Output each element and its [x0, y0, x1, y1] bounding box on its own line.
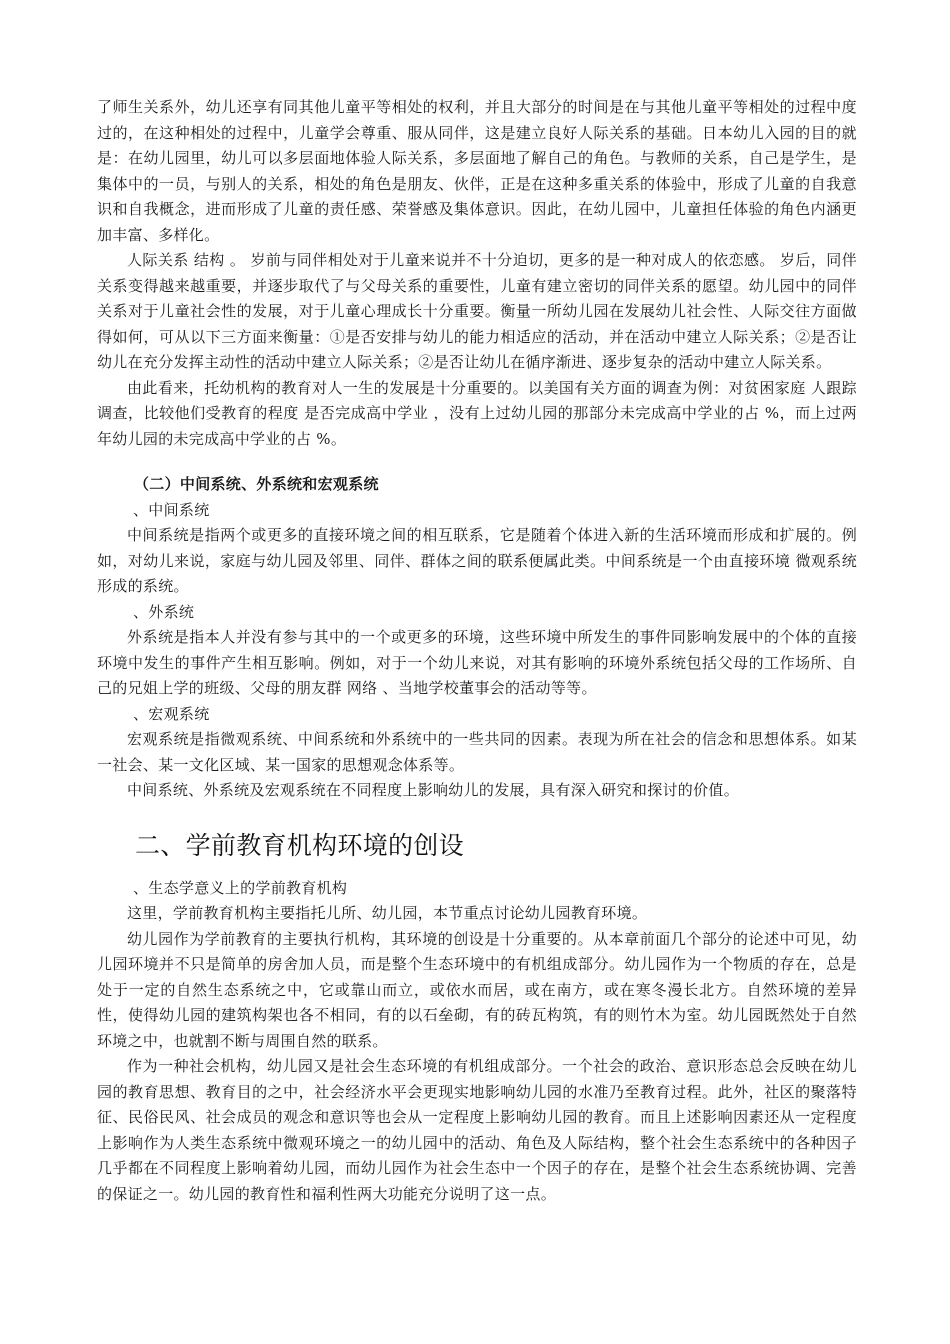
paragraph-peer-relations-intro: 了师生关系外，幼儿还享有同其他儿童平等相处的权利，并且大部分的时间是在与其他儿童平等相处的过程中度过的，在这种相处的过程中，儿童学会尊重、服从同伴，这是建立良好人际关系的基础。日本幼儿入园的目的就是：在幼儿园里，幼儿可以多层面地体验人际关系，多层面地了解自己的角色。与教师的关系，自己是学生，是集体中的一员，与别人的关系，相处的角色是朋友、伙伴，正是在这种多重关系的体验中，形成了儿童的自我意识和自我概念，进而形成了儿童的责任感、荣誉感及集体意识。因此，在幼儿园中，儿童担任体验的角色内涵更加丰富、多样化。 — [97, 98, 857, 244]
paragraph-exosystem: 外系统是指本人并没有参与其中的一个或更多的环境，这些环境中所发生的事件同影响发展中的个体的直接环境中发生的事件产生相互影响。例如，对于一个幼儿来说，对其有影响的环境外系统包括父母的工作场所、自己的兄姐上学的班级、父母的朋友群 网络 、当地学校董事会的活动等等。 — [97, 628, 857, 697]
subheading-exosystem: 、外系统 — [133, 602, 195, 621]
paragraph-institution-definition: 这里，学前教育机构主要指托儿所、幼儿园，本节重点讨论幼儿园教育环境。 — [127, 904, 648, 922]
chapter-heading-environment-creation: 二、学前教育机构环境的创设 — [135, 830, 464, 860]
paragraph-systems-summary: 中间系统、外系统及宏观系统在不同程度上影响幼儿的发展，具有深入研究和探讨的价值。 — [127, 781, 740, 799]
paragraph-interpersonal-structure: 人际关系 结构 。 岁前与同伴相处对于儿童来说并不十分迫切，更多的是一种对成人的依恋感。 岁后，同伴关系变得越来越重要，并逐步取代了与父母关系的重要性，儿童有建立密切的同伴关系的愿望。幼儿园中的同伴关系对于儿童社会性的发展，对于儿童心理成长十分重要。衡量一所幼儿园在发展幼儿社会性、人际交往方面做得如何，可从以下三方面来衡量：①是否安排与幼儿的能力相适应的活动，并在活动中建立人际关系；②是否让幼儿在充分发挥主动性的活动中建立人际关系；②是否让幼儿在循序渐进、逐步复杂的活动中建立人际关系。 — [97, 251, 857, 371]
document-page — [97, 95, 857, 1207]
paragraph-us-survey: 由此看来，托幼机构的教育对人一生的发展是十分重要的。以美国有关方面的调查为例：对贫困家庭 人跟踪调查，比较他们受教育的程度 是否完成高中学业 ，没有上过幼儿园的那部分未完成高中学业的占 %，而上过两年幼儿园的未完成高中学业的占 %。 — [97, 378, 857, 448]
paragraph-mesosystem: 中间系统是指两个或更多的直接环境之间的相互联系，它是随着个体进入新的生活环境而形成和扩展的。例如，对幼儿来说，家庭与幼儿园及邻里、同伴、群体之间的联系便属此类。中间系统是一个由直接环境 微观系统 形成的系统。 — [97, 526, 857, 595]
paragraph-macrosystem: 宏观系统是指微观系统、中间系统和外系统中的一些共同的因素。表现为所在社会的信念和思想体系。如某一社会、某一文化区域、某一国家的思想观念体系等。 — [97, 730, 857, 774]
subheading-ecological-institution: 、生态学意义上的学前教育机构 — [133, 878, 348, 897]
paragraph-natural-environment: 幼儿园作为学前教育的主要执行机构，其环境的创设是十分重要的。从本章前面几个部分的论述中可见，幼儿园环境并不只是简单的房舍加人员，而是整个生态环境中的有机组成部分。幼儿园作为一个物质的存在，总是处于一定的自然生态系统之中，它或靠山而立，或依水而居，或在南方，或在寒冬漫长北方。自然环境的差异性，使得幼儿园的建筑构架也各不相同，有的以石垒砌，有的砖瓦构筑，有的则竹木为室。幼儿园既然处于自然环境之中，也就割不断与周围自然的联系。 — [97, 929, 857, 1050]
subheading-mesosystem: 、中间系统 — [133, 500, 210, 519]
paragraph-social-environment: 作为一种社会机构，幼儿园又是社会生态环境的有机组成部分。一个社会的政治、意识形态总会反映在幼儿园的教育思想、教育目的之中，社会经济水平会更现实地影响幼儿园的水准乃至教育过程。此外，社区的聚落特征、民俗民风、社会成员的观念和意识等也会从一定程度上影响幼儿园的教育。而且上述影响因素还从一定程度上影响作为人类生态系统中微观环境之一的幼儿园中的活动、角色及人际结构，整个社会生态系统中的各种因子几乎都在不同程度上影响着幼儿园，而幼儿园作为社会生态中一个因子的存在，是整个社会生态系统协调、完善的保证之一。幼儿园的教育性和福利性两大功能充分说明了这一点。 — [97, 1057, 857, 1203]
section-heading-systems: （二）中间系统、外系统和宏观系统 — [134, 475, 379, 493]
subheading-macrosystem: 、宏观系统 — [133, 704, 210, 723]
